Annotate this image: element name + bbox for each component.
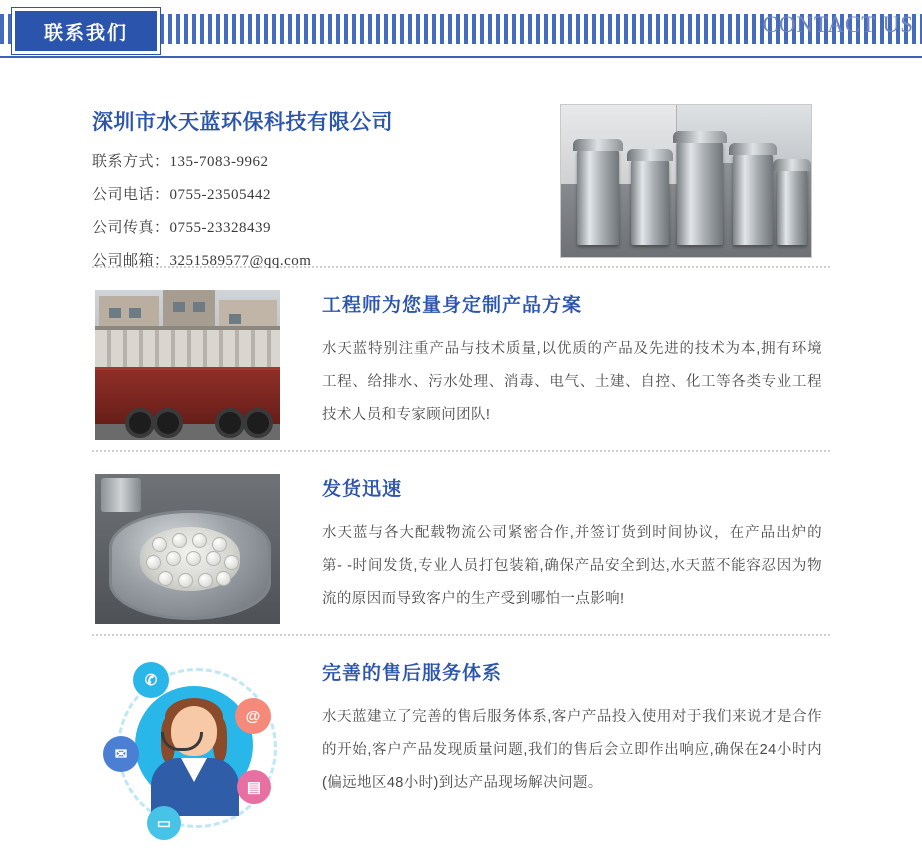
image-filter-bag xyxy=(166,551,181,566)
image-filter-bag xyxy=(172,533,187,548)
contact-value-mobile: 135-7083-9962 xyxy=(169,154,269,170)
feature-image-customer-service xyxy=(95,658,280,858)
feature-image-truck xyxy=(95,290,280,440)
image-wheel xyxy=(243,408,273,438)
image-window xyxy=(129,308,141,318)
image-filter-bag xyxy=(158,571,173,586)
filter-tank-shape xyxy=(677,141,723,245)
image-pipe xyxy=(101,478,141,512)
feature-title: 工程师为您量身定制产品方案 xyxy=(322,295,583,316)
feature-text-block xyxy=(322,658,822,800)
image-filter-bag xyxy=(198,573,213,588)
contact-label-phone: 公司电话： xyxy=(92,186,170,203)
chat-icon: ▭ xyxy=(147,806,181,840)
filter-tank-shape xyxy=(733,153,773,245)
image-filter-bag xyxy=(206,551,221,566)
image-wheel xyxy=(215,408,245,438)
image-filter-bag xyxy=(146,555,161,570)
page-header xyxy=(0,0,922,58)
image-truck-cargo xyxy=(95,326,280,370)
phone-icon: ✆ xyxy=(133,662,169,698)
company-info-section xyxy=(0,58,922,269)
image-window xyxy=(173,302,185,312)
contact-value-email: 3251589577@qq.com xyxy=(169,253,312,269)
document-icon: ▤ xyxy=(237,770,271,804)
image-filter-bag xyxy=(216,571,231,586)
feature-description: 水天蓝建立了完善的售后服务体系,客户产品投入使用对于我们来说才是合作的开始,客户产品发现质量问题,我们的售后会立即作出响应,确保在24小时内(偏远地区48小时)到达产品现场解决问题。 xyxy=(322,709,822,791)
company-workshop-photo xyxy=(560,104,812,258)
image-window xyxy=(109,308,121,318)
image-vessel xyxy=(109,510,271,620)
contact-row-mobile xyxy=(92,150,393,171)
company-contact-block xyxy=(92,106,393,282)
at-icon: @ xyxy=(235,698,271,734)
company-name: 深圳市水天蓝环保科技有限公司 xyxy=(92,111,393,134)
feature-description: 水天蓝与各大配载物流公司紧密合作,并签订货到时间协议，在产品出炉的第- -时间发货,专业人员打包装箱,确保产品安全到达,水天蓝不能容忍因为物流的原因而导致客户的生产受到哪怕一点影响! xyxy=(322,525,822,607)
image-filter-bag xyxy=(212,537,227,552)
feature-block-fast-delivery xyxy=(0,452,922,634)
contact-label-fax: 公司传真： xyxy=(92,219,170,236)
filter-tank-shape xyxy=(631,159,669,245)
contact-row-email xyxy=(92,249,393,270)
image-filter-bag xyxy=(192,533,207,548)
image-filter-bag xyxy=(152,537,167,552)
image-filter-bag xyxy=(178,573,193,588)
image-wheel xyxy=(153,408,183,438)
contact-value-fax: 0755-23328439 xyxy=(169,220,272,236)
image-filter-bag xyxy=(224,555,239,570)
feature-text-block xyxy=(322,474,822,616)
mail-icon: ✉ xyxy=(103,736,139,772)
feature-title: 发货迅速 xyxy=(322,479,403,500)
feature-block-after-sales xyxy=(0,636,922,832)
filter-tank-shape xyxy=(577,149,619,245)
contact-row-phone xyxy=(92,183,393,204)
filter-tank-shape xyxy=(777,169,807,245)
image-window xyxy=(193,302,205,312)
feature-image-filter-vessel xyxy=(95,474,280,624)
section-title-english: CONTACT US xyxy=(762,12,914,37)
contact-label-email: 公司邮箱： xyxy=(92,252,170,269)
image-filter-bag xyxy=(186,551,201,566)
image-vessel-interior xyxy=(140,527,240,591)
contact-row-fax xyxy=(92,216,393,237)
section-tab-label: 联系我们 xyxy=(43,22,128,44)
image-wheel xyxy=(125,408,155,438)
feature-title: 完善的售后服务体系 xyxy=(322,663,503,684)
image-window xyxy=(229,314,241,324)
contact-value-phone: 0755-23505442 xyxy=(169,187,272,203)
feature-block-custom-solution xyxy=(0,268,922,450)
contact-label-mobile: 联系方式： xyxy=(92,153,170,170)
feature-text-block xyxy=(322,290,822,432)
section-tab-contact[interactable] xyxy=(12,8,160,54)
feature-description: 水天蓝特别注重产品与技术质量,以优质的产品及先进的技术为本,拥有环境工程、给排水、污水处理、消毒、电气、土建、自控、化工等各类专业工程技术人员和专家顾问团队! xyxy=(322,341,822,423)
